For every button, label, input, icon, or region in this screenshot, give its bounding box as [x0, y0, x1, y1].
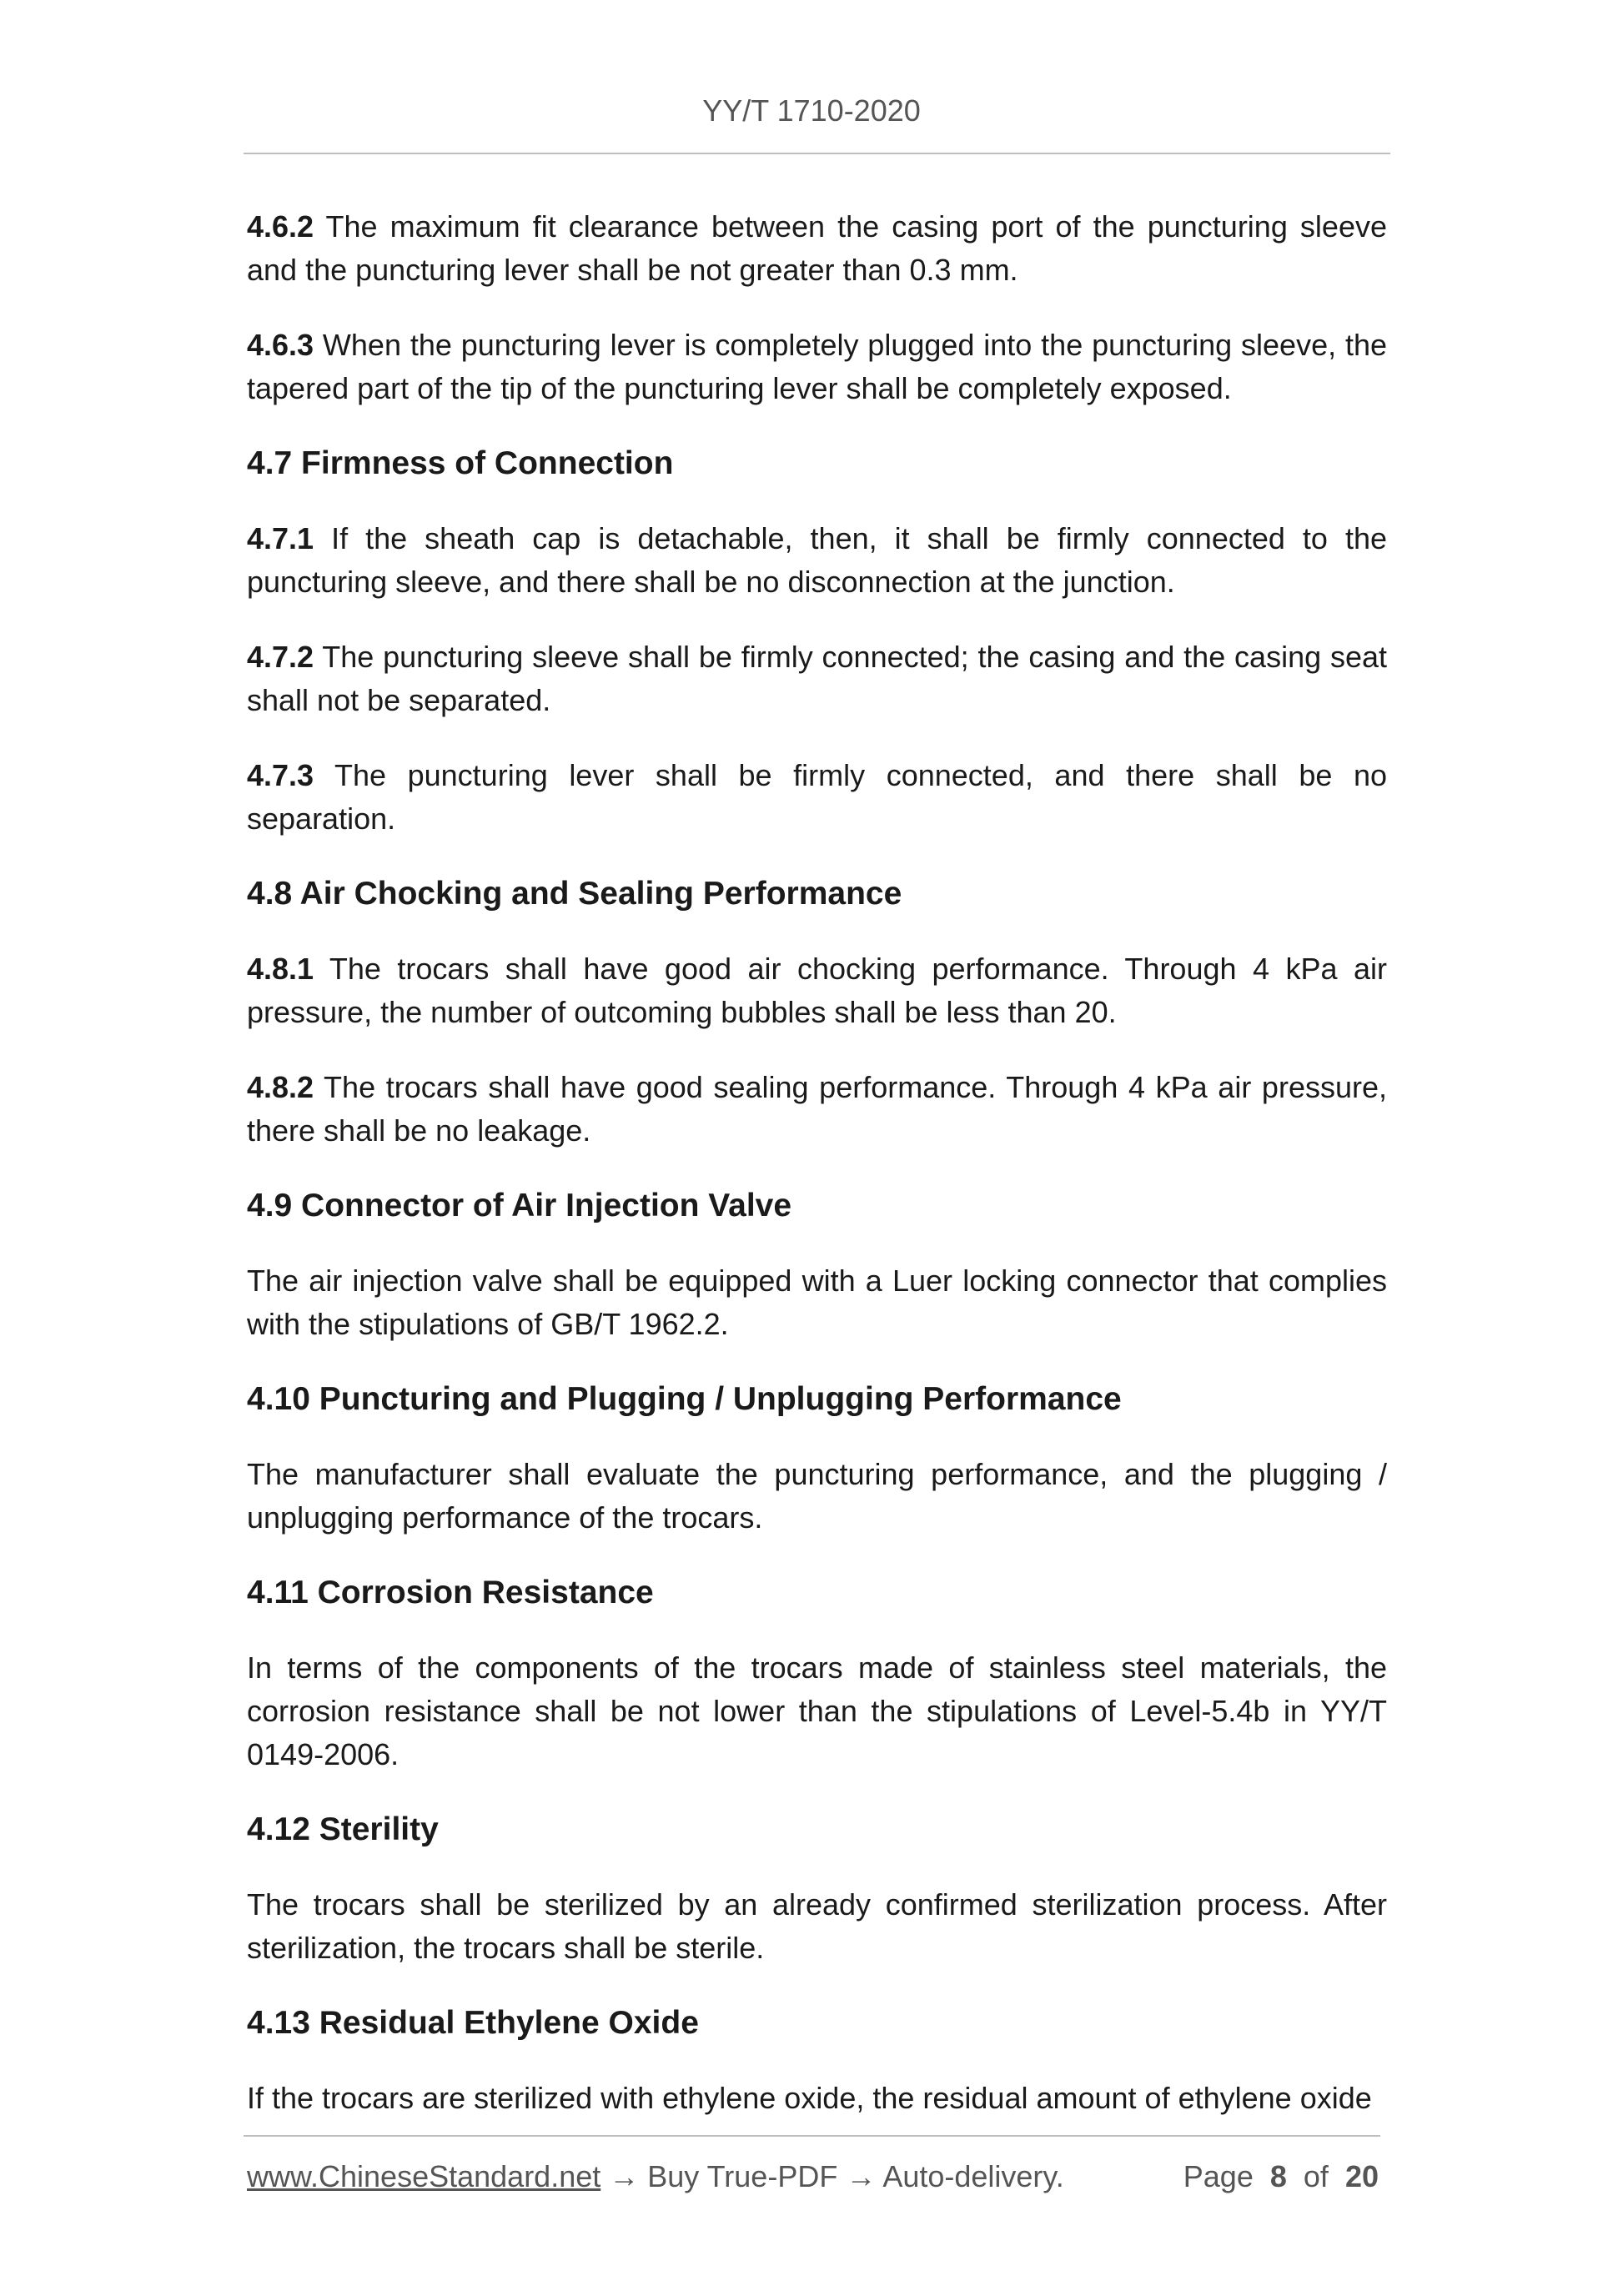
clause-text: If the sheath cap is detachable, then, it shall be firmly connected to the puncturing sleeve, and there shall be no disconnection at the junction. [247, 521, 1387, 599]
clause-text: The puncturing sleeve shall be firmly connected; the casing and the casing seat shall not be separated. [247, 640, 1387, 717]
clause-text: The trocars shall be sterilized by an already confirmed sterilization process. After sterilization, the trocars shall be sterile. [247, 1887, 1387, 1965]
page-total: 20 [1344, 2159, 1379, 2193]
clause-number: 4.7.3 [247, 758, 314, 792]
website-link[interactable]: www.ChineseStandard.net [247, 2159, 601, 2193]
section-heading: 4.10 Puncturing and Plugging / Unplugging Performance [247, 1381, 1122, 1417]
clause-number: 4.8.2 [247, 1070, 314, 1104]
footer-promo [247, 2159, 1064, 2194]
clause-paragraph [247, 1883, 1387, 1970]
clause-paragraph [247, 2077, 1387, 2120]
clause-text: In terms of the components of the trocars made of stainless steel materials, the corrosion resistance shall be not lower than the stipulations of Level-5.4b in YY/T 0149-2006. [247, 1650, 1387, 1771]
clause-paragraph [247, 205, 1387, 292]
clause-paragraph [247, 754, 1387, 841]
header-divider [244, 153, 1390, 154]
clause-paragraph [247, 1453, 1387, 1540]
clause-paragraph [247, 1646, 1387, 1776]
section-heading: 4.8 Air Chocking and Sealing Performance [247, 876, 902, 912]
clause-text: If the trocars are sterilized with ethylene oxide, the residual amount of ethylene oxide [247, 2081, 1372, 2115]
clause-paragraph [247, 517, 1387, 604]
clause-paragraph [247, 1066, 1387, 1153]
clause-text: When the puncturing lever is completely plugged into the puncturing sleeve, the tapered part of the tip of the puncturing lever shall be completely exposed. [247, 328, 1387, 405]
clause-number: 4.7.1 [247, 521, 314, 555]
footer-divider [244, 2135, 1380, 2137]
clause-text: The air injection valve shall be equipped with a Luer locking connector that complies with the stipulations of GB/T 1962.2. [247, 1264, 1387, 1341]
page-label: Page [1183, 2159, 1254, 2193]
section-heading: 4.11 Corrosion Resistance [247, 1575, 654, 1610]
document-id-header: YY/T 1710-2020 [702, 93, 921, 128]
page-indicator [1183, 2159, 1379, 2194]
footer-tagline: → Buy True-PDF → Auto-delivery. [600, 2159, 1064, 2193]
section-heading: 4.13 Residual Ethylene Oxide [247, 2005, 699, 2041]
clause-text: The manufacturer shall evaluate the puncturing performance, and the plugging / unplugging performance of the trocars. [247, 1457, 1387, 1535]
clause-number: 4.7.2 [247, 640, 314, 674]
clause-paragraph [247, 636, 1387, 722]
clause-number: 4.6.3 [247, 328, 314, 362]
section-heading: 4.7 Firmness of Connection [247, 445, 674, 481]
clause-number: 4.8.1 [247, 952, 314, 986]
document-body [247, 205, 1387, 2152]
section-heading: 4.12 Sterility [247, 1811, 439, 1847]
clause-text: The trocars shall have good sealing performance. Through 4 kPa air pressure, there shall be no leakage. [247, 1070, 1387, 1148]
page-footer [247, 2159, 1380, 2203]
clause-text: The maximum fit clearance between the casing port of the puncturing sleeve and the puncturing lever shall be not greater than 0.3 mm. [247, 209, 1387, 287]
clause-paragraph [247, 947, 1387, 1034]
page-current: 8 [1269, 2159, 1287, 2193]
section-heading: 4.9 Connector of Air Injection Valve [247, 1188, 792, 1223]
clause-paragraph [247, 1259, 1387, 1346]
clause-text: The puncturing lever shall be firmly connected, and there shall be no separation. [247, 758, 1387, 836]
of-label: of [1303, 2159, 1329, 2193]
clause-text: The trocars shall have good air chocking performance. Through 4 kPa air pressure, the number of outcoming bubbles shall be less than 20. [247, 952, 1387, 1029]
clause-number: 4.6.2 [247, 209, 314, 244]
clause-paragraph [247, 324, 1387, 410]
